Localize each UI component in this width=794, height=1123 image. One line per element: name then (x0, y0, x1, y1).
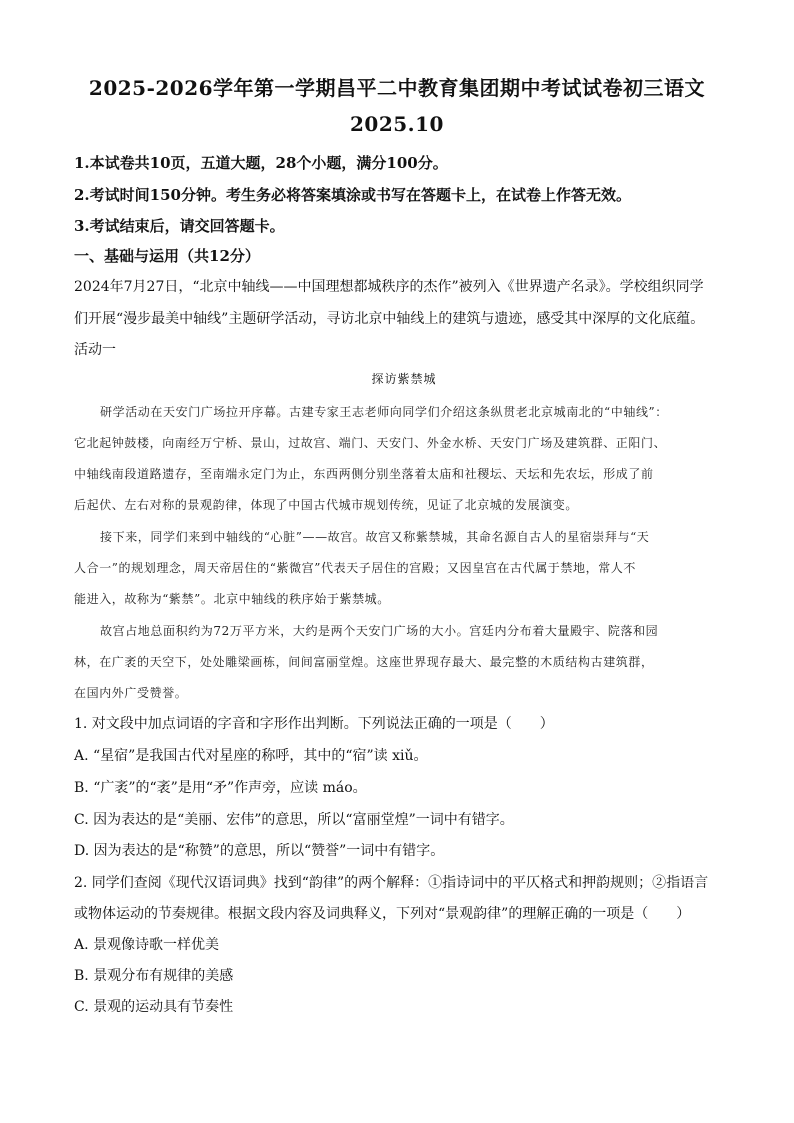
passage-title: 探访紫禁城 (371, 372, 437, 386)
instruction-1: 1.本试卷共10页，五道大题，28个小题，满分100分。 (74, 154, 448, 172)
question-2-option-b: B. 景观分布有规律的美感 (74, 968, 234, 984)
question-1-stem: 1. 对文段中加点词语的字音和字形作出判断。下列说法正确的一项是（ ） (74, 716, 554, 732)
activity-label: 活动一 (74, 342, 116, 358)
intro-line-1: 2024年7月27日，“北京中轴线——中国理想都城秩序的杰作”被列入《世界遗产名录》。学校组织同学 (74, 279, 704, 295)
passage-line: 研学活动在天安门广场拉开序幕。古建专家王志老师向同学们介绍这条纵贯老北京城南北的“中轴线”： (100, 405, 668, 419)
question-2-option-c: C. 景观的运动具有节奏性 (74, 999, 234, 1015)
question-2-stem-line-1: 2. 同学们查阅《现代汉语词典》找到“韵律”的两个解释：①指诗词中的平仄格式和押韵规则；②指语言 (74, 875, 709, 891)
passage-line: 后起伏、左右对称的景观韵律，体现了中国古代城市规划传统，见证了北京城的发展演变。 (74, 498, 579, 512)
passage-line: 林，在广袤的天空下，处处雕梁画栋，间间富丽堂煌。这座世界现存最大、最完整的木质结构古建筑群， (74, 655, 654, 669)
question-2-stem-line-2: 或物体运动的节奏规律。根据文段内容及词典释义，下列对“景观韵律”的理解正确的一项是（ ） (74, 906, 691, 922)
passage-line: 接下来，同学们来到中轴线的“心脏”——故宫。故宫又称紫禁城，其命名源自古人的星宿崇拜与“天 (100, 530, 650, 544)
exam-date: 2025.10 (350, 112, 444, 136)
passage-line: 故宫占地总面积约为72万平方米，大约是两个天安门广场的大小。宫廷内分布着大量殿宇、院落和园 (100, 624, 659, 638)
question-1-option-d: D. 因为表达的是“称赞”的意思，所以“赞誉”一词中有错字。 (74, 843, 445, 859)
instruction-2: 2.考试时间150分钟。考生务必将答案填涂或书写在答题卡上，在试卷上作答无效。 (74, 186, 631, 204)
passage-line: 在国内外广受赞誉。 (74, 686, 188, 700)
question-1-option-b: B. “广袤”的“袤”是用“矛”作声旁，应读 máo。 (74, 780, 367, 796)
question-1-option-a: A. “星宿”是我国古代对星座的称呼，其中的“宿”读 xiǔ。 (74, 748, 428, 764)
exam-title: 2025-2026学年第一学期昌平二中教育集团期中考试试卷初三语文 (88, 76, 706, 100)
instruction-3: 3.考试结束后，请交回答题卡。 (74, 217, 285, 235)
question-1-option-c: C. 因为表达的是“美丽、宏伟”的意思，所以“富丽堂煌”一词中有错字。 (74, 812, 514, 828)
passage-line: 中轴线南段道路遗存，至南端永定门为止，东西两侧分别坐落着太庙和社稷坛、天坛和先农坛，形成了前 (74, 467, 654, 481)
passage-line: 人合一”的规划理念，周天帝居住的“紫微宫”代表天子居住的宫殿；又因皇宫在古代属于禁地，常人不 (74, 561, 637, 575)
question-2-option-a: A. 景观像诗歌一样优美 (74, 937, 220, 953)
passage-line: 能进入，故称为“紫禁”。北京中轴线的秩序始于紫禁城。 (74, 592, 390, 606)
section-heading: 一、基础与运用（共12分） (74, 247, 260, 265)
passage-line: 它北起钟鼓楼，向南经万宁桥、景山，过故宫、端门、天安门、外金水桥、天安门广场及建筑群、正阳门、 (74, 436, 667, 450)
intro-line-2: 们开展“漫步最美中轴线”主题研学活动，寻访北京中轴线上的建筑与遗迹，感受其中深厚的文化底蕴。 (74, 311, 705, 327)
